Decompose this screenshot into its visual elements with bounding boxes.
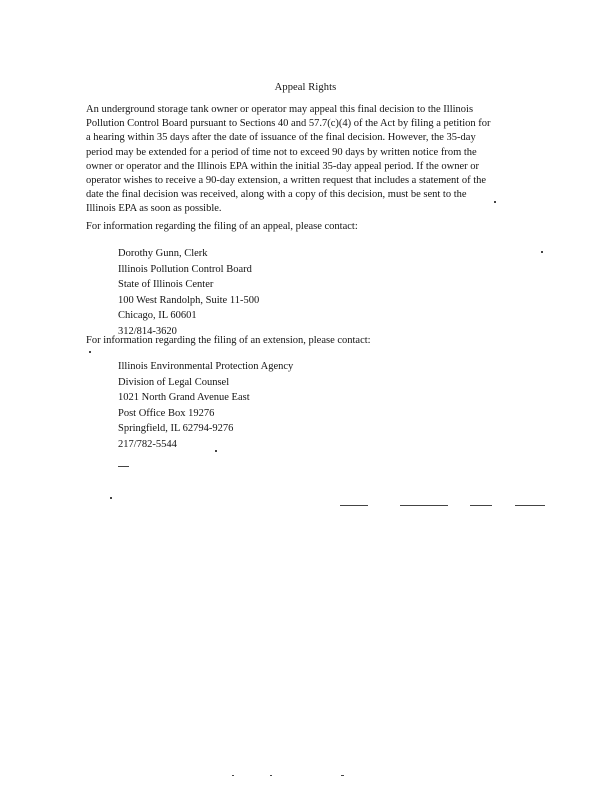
scan-speck: [270, 775, 272, 776]
scan-dash: [118, 466, 129, 467]
paragraph-line: owner or operator and the Illinois EPA within the initial 35-day appeal period. If the owner or: [86, 160, 479, 172]
scan-dash: [400, 505, 448, 506]
phone-line: 312/814-3620: [118, 325, 177, 337]
scan-speck: [541, 251, 543, 253]
paragraph-line: An underground storage tank owner or operator may appeal this final decision to the Illinois: [86, 104, 474, 115]
extension-contact-intro: For information regarding the filing of an extension, please contact:: [86, 335, 371, 346]
address-line: Illinois Pollution Control Board: [118, 263, 252, 275]
paragraph-line: Pollution Control Board pursuant to Sections 40 and 57.7(c)(4) of the Act by filing a petition for: [86, 118, 491, 130]
paragraph-line: period may be extended for a period of time not to exceed 90 days by written notice from the: [86, 146, 477, 158]
address-line: 1021 North Grand Avenue East: [118, 392, 250, 404]
address-line: Illinois Environmental Protection Agency: [118, 361, 294, 372]
scan-dash: [470, 505, 492, 506]
address-line: Division of Legal Counsel: [118, 376, 230, 388]
scan-speck: [341, 775, 344, 776]
paragraph-line: a hearing within 35 days after the date of issuance of the final decision. However, the 35-day: [86, 132, 476, 144]
address-line: State of Illinois Center: [118, 279, 214, 291]
address-line: Springfield, IL 62794-9276: [118, 423, 234, 435]
scan-speck: [232, 775, 234, 776]
address-line: Dorothy Gunn, Clerk: [118, 248, 208, 259]
illinois-epa-address: [118, 359, 293, 453]
paragraph-line: operator wishes to receive a 90-day extension, a written request that includes a statement of the: [86, 175, 487, 187]
scan-speck: [110, 497, 112, 499]
scan-dash: [515, 505, 545, 506]
address-line: Chicago, IL 60601: [118, 310, 197, 322]
paragraph-line: Illinois EPA as soon as possible.: [86, 203, 222, 215]
scan-speck: [89, 351, 91, 353]
address-line: Post Office Box 19276: [118, 407, 215, 419]
address-line: 100 West Randolph, Suite 11-500: [118, 294, 260, 306]
paragraph-line: date the final decision was received, along with a copy of this decision, must be sent to the: [86, 189, 467, 201]
appeal-rights-paragraph: [86, 103, 530, 217]
pollution-control-board-address: [118, 246, 259, 340]
page-title: Appeal Rights: [274, 82, 337, 93]
scan-dash: [340, 505, 368, 506]
appeal-contact-intro: For information regarding the filing of an appeal, please contact:: [86, 221, 358, 232]
phone-line: 217/782-5544: [118, 438, 177, 450]
